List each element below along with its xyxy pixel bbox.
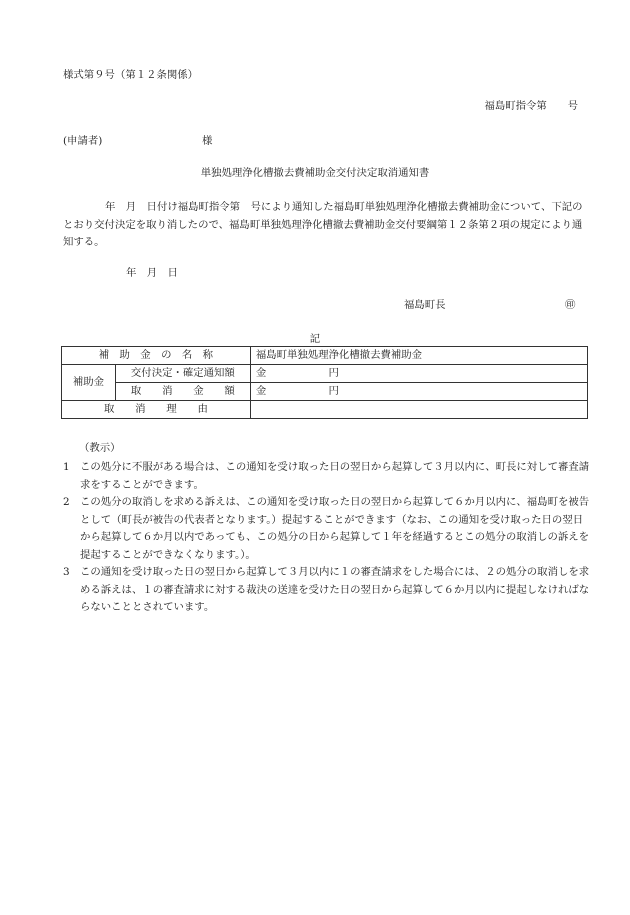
document-title: 単独処理浄化槽撤去費補助金交付決定取消通知書 (200, 167, 430, 179)
subsidy-group-label: 補助金 (62, 365, 116, 401)
document-number: 福島町指令第 号 (484, 100, 578, 112)
item-number: 3 (63, 566, 70, 578)
cancel-reason-label: 取 消 理 由 (62, 401, 251, 419)
item-text: この処分に不服がある場合は、この通知を受け取った日の翌日から起算して３月以内に、町長に対して審査請求をすることができます。 (80, 461, 590, 491)
item-number: 1 (63, 461, 70, 473)
applicant-honorific: 様 (202, 135, 213, 147)
item-text: この通知を受け取った日の翌日から起算して３月以内に１の審査請求をした場合には、２の処分の取消しを求める訴えは、１の審査請求に対する裁決の送達を受けた日の翌日から起算して６か月以内に提起しなければならないこととされています。 (80, 566, 590, 613)
table-row (62, 347, 588, 365)
list-item (63, 494, 590, 564)
body-paragraph: 年 月 日付け福島町指令第 号により通知した福島町単独処理浄化槽撤去費補助金について、下記のとおり交付決定を取り消したので、福島町単独処理浄化槽撤去費補助金交付要綱第１２条第２項の規定により通知する。 (63, 201, 583, 248)
decision-amount-label: 交付決定・確定通知額 (115, 365, 250, 383)
applicant-label: (申請者) (63, 135, 103, 147)
cancel-reason-value (250, 401, 587, 419)
cancel-amount-label: 取 消 金 額 (115, 383, 250, 401)
issue-date: 年 月 日 (126, 267, 178, 279)
seal-mark: ㊞ (565, 299, 576, 311)
table-row (62, 383, 588, 401)
issuer-title: 福島町長 (404, 299, 446, 311)
decision-amount-value: 金 円 (250, 365, 587, 383)
item-text: この処分の取消しを求める訴えは、この通知を受け取った日の翌日から起算して６か月以内に、福島町を被告として（町長が被告の代表者となります。）提起することができます（なお、この通知を受け取った日の翌日から起算して６か月以内であっても、この処分の日から起算して１年を経過するとこの処分の取消しの訴えを提起することができなくなります。）。 (80, 496, 590, 561)
grant-details-table (61, 346, 588, 419)
table-row (62, 365, 588, 383)
instructions-list (63, 459, 590, 617)
list-item (63, 459, 590, 494)
list-item (63, 564, 590, 617)
subsidy-name-label: 補 助 金 の 名 称 (62, 347, 251, 365)
form-number: 様式第９号（第１２条関係） (63, 69, 199, 81)
cancel-amount-value: 金 円 (250, 383, 587, 401)
ki-label: 記 (309, 333, 321, 345)
instructions-header: （教示） (79, 442, 121, 454)
item-number: 2 (63, 496, 70, 508)
table-row (62, 401, 588, 419)
subsidy-name-value: 福島町単独処理浄化槽撤去費補助金 (250, 347, 587, 365)
